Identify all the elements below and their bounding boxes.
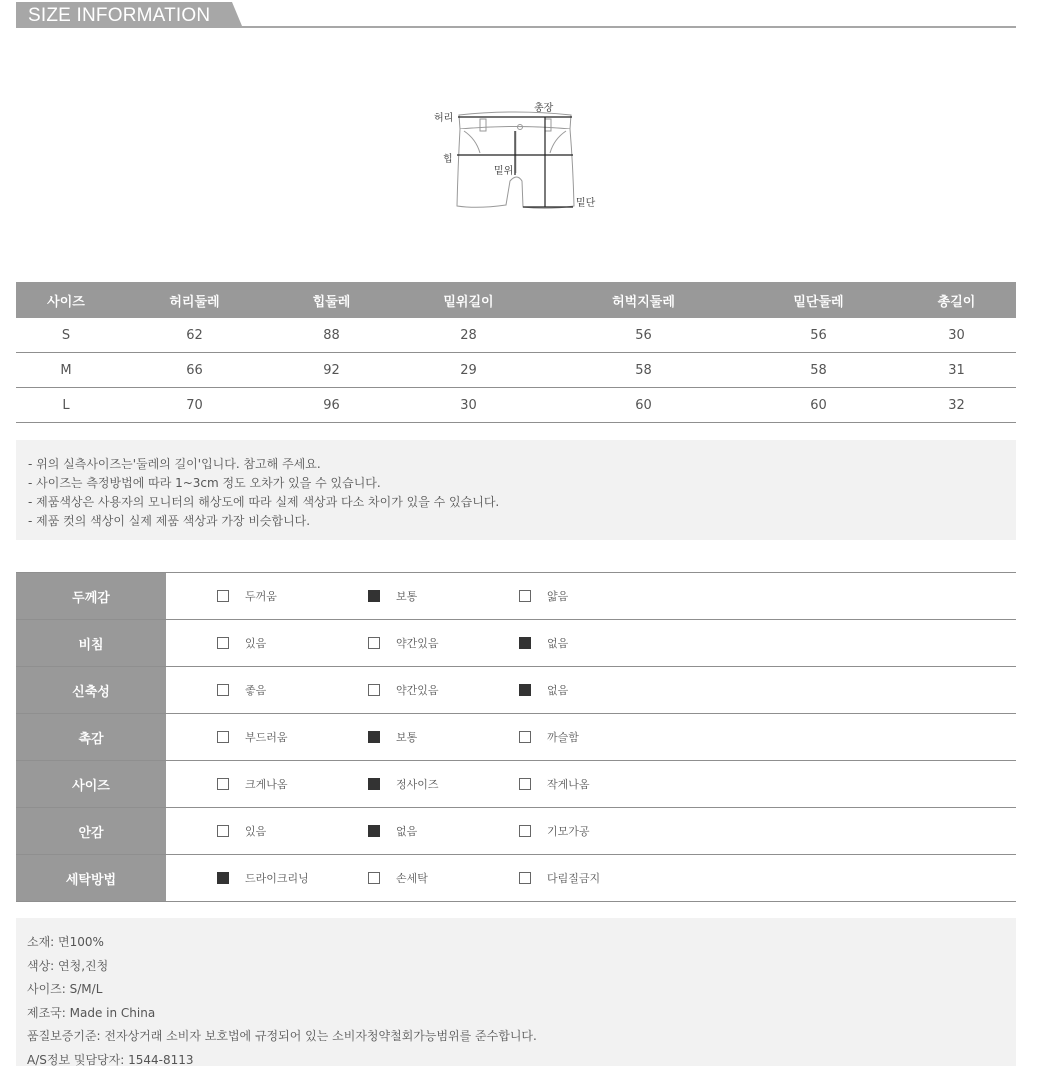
table-row (16, 318, 1016, 353)
note-item: - 제품 컷의 색상이 실제 제품 색상과 가장 비슷합니다. (28, 514, 311, 528)
attribute-row-lining (16, 808, 1016, 855)
option (519, 620, 568, 666)
attribute-row-stretch (16, 667, 1016, 714)
fabric-attributes-table (16, 572, 1016, 902)
checkbox-icon (217, 825, 229, 837)
option-label: 다림질금지 (547, 872, 601, 885)
option-label: 보통 (396, 590, 418, 603)
checkbox-icon (368, 684, 380, 696)
option (519, 667, 568, 713)
option (217, 573, 277, 619)
option (519, 761, 590, 807)
attribute-row-thickness (16, 573, 1016, 620)
table-cell: 88 (273, 318, 390, 353)
option (368, 761, 439, 807)
info-item-size: 사이즈: S/M/L (27, 982, 103, 997)
option (217, 761, 288, 807)
option (519, 855, 600, 901)
option-label: 드라이크리닝 (245, 872, 309, 885)
option-label: 없음 (396, 825, 418, 838)
table-cell: 58 (740, 353, 897, 388)
diagram-label-waist: 허리 (434, 113, 454, 124)
measurement-diagram (430, 95, 610, 215)
checkbox-icon (519, 778, 531, 790)
table-cell: 60 (547, 388, 740, 423)
info-item-origin: 제조국: Made in China (27, 1005, 156, 1020)
table-cell: 96 (273, 388, 390, 423)
product-info-panel (16, 918, 1016, 1066)
option-label: 있음 (245, 637, 267, 650)
info-item-color: 색상: 연청,진청 (27, 958, 109, 973)
attribute-row-fit (16, 761, 1016, 808)
table-cell: 92 (273, 353, 390, 388)
size-table (16, 282, 1016, 423)
option-label: 정사이즈 (396, 778, 439, 791)
option-label: 없음 (547, 684, 569, 697)
info-item-quality: 품질보증기준: 전자상거래 소비자 보호법에 규정되어 있는 소비자청약철회가능범위를 준수합니다. (27, 1029, 537, 1044)
table-cell: 31 (897, 353, 1016, 388)
table-cell: 30 (390, 388, 547, 423)
diagram-label-rise: 밑위 (494, 166, 514, 177)
option-label: 없음 (547, 637, 569, 650)
checkbox-icon (368, 825, 380, 837)
section-header (16, 0, 1016, 28)
option-label: 두꺼움 (245, 590, 277, 603)
option (519, 573, 568, 619)
attribute-label: 세탁방법 (16, 855, 166, 901)
table-cell: 66 (116, 353, 273, 388)
section-title: SIZE INFORMATION (28, 5, 211, 26)
checkbox-icon (217, 590, 229, 602)
header-divider (16, 26, 1016, 28)
note-item: - 제품색상은 사용자의 모니터의 해상도에 따라 실제 색상과 다소 차이가 있을 수 있습니다. (28, 495, 500, 509)
option (368, 808, 417, 854)
size-table-header-row (16, 282, 1016, 318)
attribute-label: 사이즈 (16, 761, 166, 807)
checkbox-icon (519, 684, 531, 696)
option-label: 기모가공 (547, 825, 590, 838)
table-cell: L (16, 388, 116, 423)
diagram-label-hip: 힙 (443, 154, 453, 165)
checkbox-icon (217, 684, 229, 696)
table-cell: 28 (390, 318, 547, 353)
checkbox-icon (519, 731, 531, 743)
column-header-hem: 밑단둘레 (740, 282, 897, 318)
attribute-label: 촉감 (16, 714, 166, 760)
checkbox-icon (368, 778, 380, 790)
option-label: 작게나옴 (547, 778, 590, 791)
note-item: - 위의 실측사이즈는'둘레의 길이'입니다. 참고해 주세요. (28, 457, 321, 471)
table-row (16, 388, 1016, 423)
checkbox-icon (368, 872, 380, 884)
attribute-row-texture (16, 714, 1016, 761)
option (368, 667, 439, 713)
option (368, 573, 417, 619)
checkbox-icon (368, 590, 380, 602)
size-notes-panel (16, 440, 1016, 540)
option (368, 620, 439, 666)
column-header-thigh: 허벅지둘레 (547, 282, 740, 318)
checkbox-icon (519, 825, 531, 837)
diagram-label-hem: 밑단 (576, 198, 596, 209)
column-header-waist: 허리둘레 (116, 282, 273, 318)
checkbox-icon (217, 637, 229, 649)
table-cell: 30 (897, 318, 1016, 353)
section-header-tab (16, 2, 248, 28)
attribute-label: 두께감 (16, 573, 166, 619)
option-label: 좋음 (245, 684, 267, 697)
table-cell: S (16, 318, 116, 353)
option-label: 약간있음 (396, 637, 439, 650)
info-item-material: 소재: 면100% (27, 935, 104, 949)
table-cell: 58 (547, 353, 740, 388)
checkbox-icon (368, 637, 380, 649)
checkbox-icon (217, 731, 229, 743)
option (217, 667, 266, 713)
option (519, 808, 590, 854)
option-label: 크게나옴 (245, 778, 288, 791)
option (519, 714, 579, 760)
option-label: 손세탁 (396, 872, 428, 885)
note-item: - 사이즈는 측정방법에 따라 1~3cm 정도 오차가 있을 수 있습니다. (28, 476, 381, 490)
option-label: 약간있음 (396, 684, 439, 697)
checkbox-icon (217, 778, 229, 790)
option-label: 보통 (396, 731, 418, 744)
attribute-row-washing (16, 855, 1016, 902)
table-cell: M (16, 353, 116, 388)
option (368, 855, 428, 901)
attribute-row-sheerness (16, 620, 1016, 667)
table-cell: 56 (740, 318, 897, 353)
checkbox-icon (519, 637, 531, 649)
info-item-as: A/S정보 및담당자: 1544-8113 (27, 1052, 194, 1067)
table-cell: 62 (116, 318, 273, 353)
attribute-label: 신축성 (16, 667, 166, 713)
option (217, 855, 309, 901)
table-cell: 29 (390, 353, 547, 388)
option-label: 얇음 (547, 590, 569, 603)
table-cell: 56 (547, 318, 740, 353)
diagram-label-total-length: 총장 (534, 103, 554, 114)
option-label: 부드러움 (245, 731, 288, 744)
option-label: 있음 (245, 825, 267, 838)
column-header-size: 사이즈 (16, 282, 116, 318)
option (368, 714, 417, 760)
option (217, 620, 266, 666)
attribute-label: 안감 (16, 808, 166, 854)
option-label: 까슬함 (547, 731, 579, 744)
option (217, 808, 266, 854)
checkbox-icon (368, 731, 380, 743)
table-row (16, 353, 1016, 388)
option (217, 714, 288, 760)
attribute-label: 비침 (16, 620, 166, 666)
checkbox-icon (217, 872, 229, 884)
checkbox-icon (519, 590, 531, 602)
checkbox-icon (519, 872, 531, 884)
table-cell: 70 (116, 388, 273, 423)
table-cell: 60 (740, 388, 897, 423)
column-header-rise: 밑위길이 (390, 282, 547, 318)
column-header-length: 총길이 (897, 282, 1016, 318)
column-header-hip: 힙둘레 (273, 282, 390, 318)
table-cell: 32 (897, 388, 1016, 423)
